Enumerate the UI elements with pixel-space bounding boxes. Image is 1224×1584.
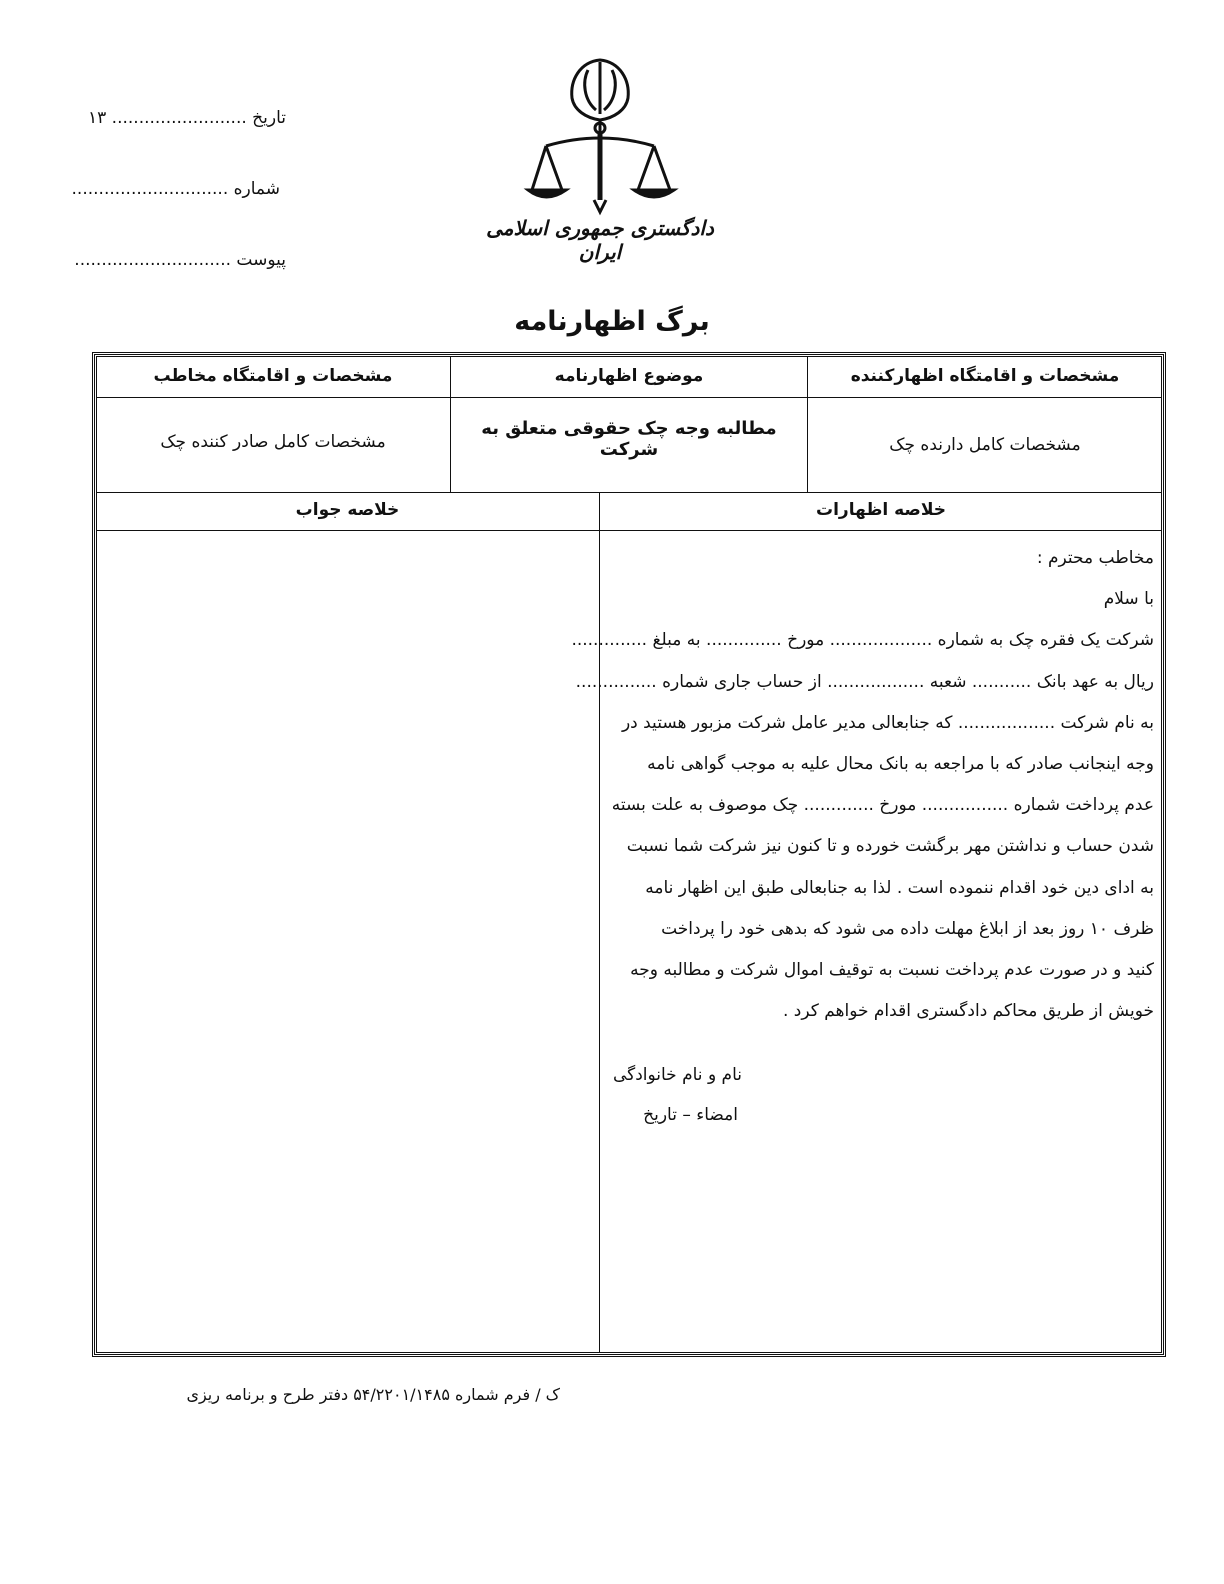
info-row-divider	[96, 492, 1162, 493]
statement-line: شرکت یک فقره چک به شماره ................... مورخ .............. به مبلغ ..............	[571, 630, 1154, 651]
statement-line: ظرف ۱۰ روز بعد از ابلاغ مهلت داده می شود که بدهی خود را پرداخت	[661, 918, 1154, 939]
number-field: شماره .............................	[71, 179, 280, 199]
claimant-value: مشخصات کامل دارنده چک	[889, 435, 1081, 455]
statement-line: با سلام	[1103, 589, 1154, 610]
statement-line: عدم پرداخت شماره ................ مورخ ............. چک موصوف به علت بسته	[611, 795, 1154, 816]
statement-line: ریال به عهد بانک ........... شعبه .................. از حساب جاری شماره ...............	[575, 671, 1154, 692]
form-footer: ک / فرم شماره ۵۴/۲۲۰۱/۱۴۸۵ دفتر طرح و برنامه ریزی	[186, 1385, 560, 1404]
page-title: برگ اظهارنامه	[514, 306, 710, 337]
date-field: تاریخ ......................... ۱۳	[88, 108, 286, 128]
name-label: نام و نام خانوادگی	[612, 1065, 742, 1085]
reply-header: خلاصه جواب	[295, 500, 400, 520]
emblem-caption: دادگستری جمهوری اسلامی ایران	[486, 216, 714, 264]
statement-body	[571, 538, 1154, 1032]
addressee-value: مشخصات کامل صادر کننده چک	[160, 432, 386, 452]
statement-line: به نام شرکت .................. که جنابعالی مدیر عامل شرکت مزبور هستید در	[621, 712, 1154, 733]
statement-line: کنید و در صورت عدم پرداخت نسبت به توقیف اموال شرکت و مطالبه وجه	[630, 960, 1154, 981]
subject-value: مطالبه وجه چک حقوقی متعلق به شرکت	[481, 418, 777, 460]
statement-line: شدن حساب و نداشتن مهر برگشت خورده و تا کنون نیز شرکت شما نسبت	[626, 836, 1154, 857]
statements-header: خلاصه اظهارات	[816, 500, 946, 520]
statement-line: وجه اینجانب صادر که با مراجعه به بانک محال علیه به موجب گواهی نامه	[647, 754, 1154, 775]
summary-header-divider	[96, 530, 1162, 531]
statement-line: خویش از طریق محاکم دادگستری اقدام خواهم کرد .	[782, 1001, 1154, 1022]
addressee-header: مشخصات و اقامتگاه مخاطب	[153, 366, 393, 386]
claimant-header: مشخصات و اقامتگاه اظهارکننده	[850, 366, 1120, 386]
sign-date-label: امضاء – تاریخ	[643, 1105, 738, 1125]
header-row-divider	[96, 397, 1162, 398]
statement-line: به ادای دین خود اقدام ننموده است . لذا به جنابعالی طبق این اظهار نامه	[645, 877, 1154, 898]
subject-header: موضوع اظهارنامه	[554, 366, 704, 386]
statement-line: مخاطب محترم :	[1036, 548, 1154, 568]
attachment-field: پیوست .............................	[74, 250, 286, 270]
